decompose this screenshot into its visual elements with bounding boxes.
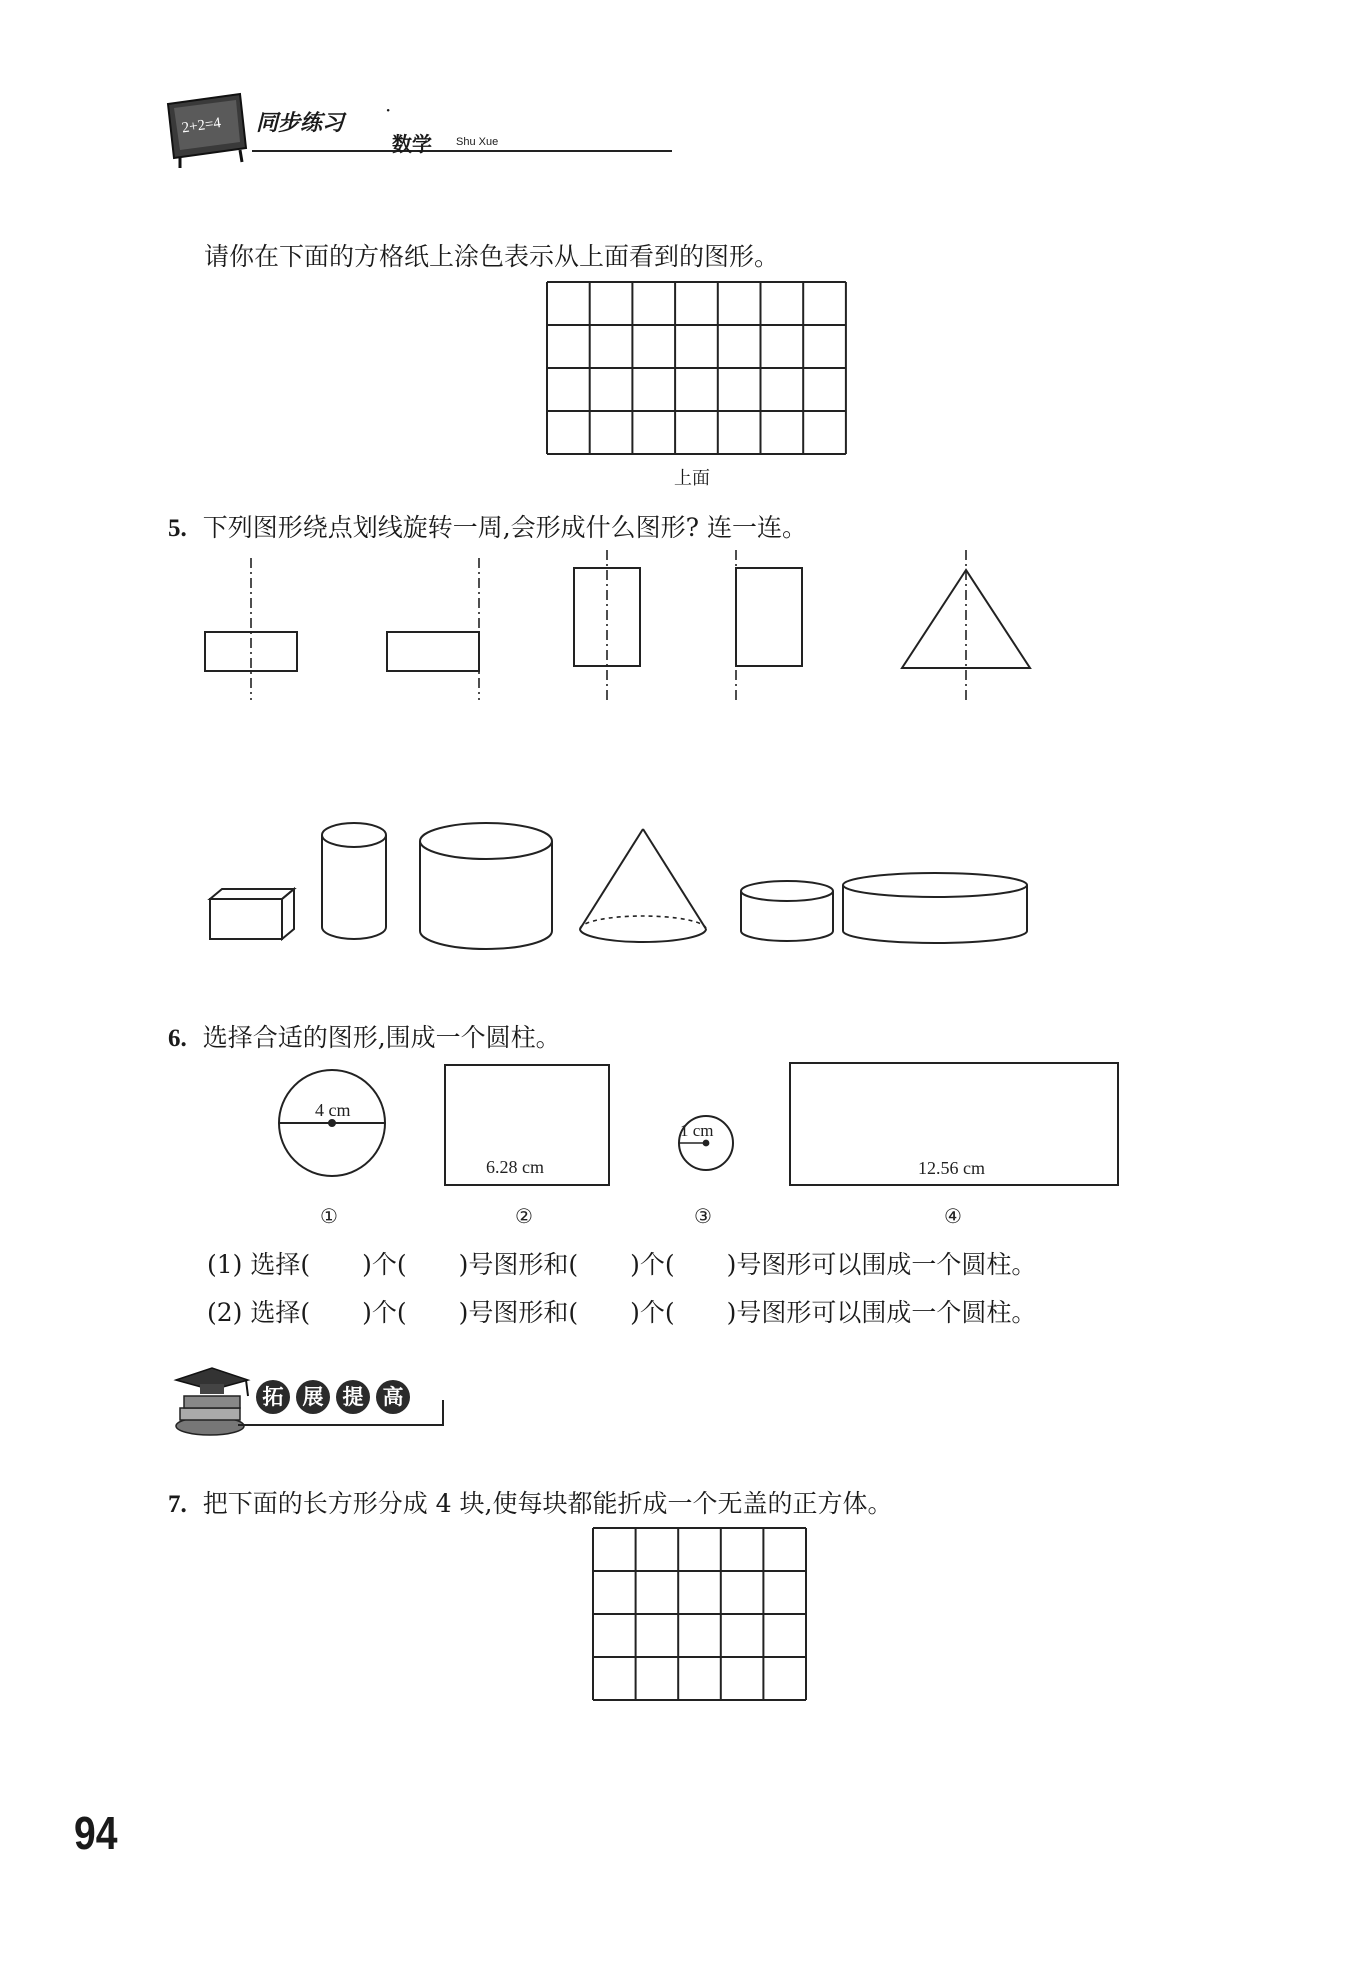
q6-figures [270, 1055, 1130, 1235]
plane-rect-2[interactable] [387, 632, 479, 671]
q7-grid[interactable] [591, 1526, 809, 1704]
section-char-4: 高 [376, 1380, 410, 1414]
solid-cylinder-wide[interactable] [420, 823, 552, 949]
section-title [256, 1380, 416, 1414]
q6-l2-seg4: )个( [630, 1298, 675, 1327]
q6-l1-seg4: )个( [630, 1250, 675, 1279]
solid-cylinder-tall[interactable] [322, 823, 386, 939]
q6-prompt [168, 1018, 561, 1054]
section-char-2: 展 [296, 1380, 330, 1414]
q6-l2-seg5: )号图形可以围成一个圆柱。 [726, 1298, 1037, 1327]
q7-number: 7. [168, 1491, 187, 1518]
q7-text: 把下面的长方形分成 4 块,使每块都能折成一个无盖的正方体。 [202, 1489, 893, 1518]
q6-l2-seg2: )个( [362, 1298, 407, 1327]
q6-fill-line-1 [207, 1245, 1036, 1281]
q5-prompt [168, 508, 807, 544]
fig2-width-label: 6.28 cm [486, 1157, 544, 1177]
q6-l1-seg2: )个( [362, 1250, 407, 1279]
section-underline-end [442, 1400, 444, 1426]
marker-2: ② [515, 1206, 533, 1228]
grid-top-label: 上面 [674, 468, 710, 489]
dot-separator: · [385, 98, 392, 122]
section-extension-header [168, 1360, 448, 1440]
plane-rect-4[interactable] [736, 568, 802, 666]
q6-number: 6. [168, 1025, 187, 1052]
marker-1: ① [320, 1206, 338, 1228]
page-number: 94 [74, 1807, 118, 1859]
header [160, 90, 520, 170]
subject-label: 数学 [392, 132, 432, 156]
q4-instruction: 请你在下面的方格纸上涂色表示从上面看到的图形。 [204, 242, 780, 271]
figure-1-circle[interactable] [279, 1070, 385, 1176]
q6-l2-seg3: )号图形和( [458, 1298, 579, 1327]
fig4-width-label: 12.56 cm [918, 1158, 985, 1178]
marker-3: ③ [694, 1206, 712, 1228]
section-char-1: 拓 [256, 1380, 290, 1414]
fig1-diameter-label: 4 cm [315, 1100, 351, 1120]
header-underline [252, 150, 672, 152]
solid-cylinder-short[interactable] [741, 881, 833, 941]
books-graduation-cap-icon [168, 1360, 258, 1440]
q4-grid[interactable] [545, 280, 850, 458]
q6-l1-seg5: )号图形可以围成一个圆柱。 [726, 1250, 1037, 1279]
q6-l2-seg1: (2) 选择( [207, 1298, 311, 1327]
q5-text: 下列图形绕点划线旋转一周,会形成什么图形? 连一连。 [202, 513, 808, 542]
series-title: 同步练习 [256, 111, 345, 136]
q5-plane-figures [180, 540, 1060, 710]
subject-pinyin: Shu Xue [456, 136, 499, 148]
section-underline [238, 1424, 444, 1426]
marker-4: ④ [944, 1206, 962, 1228]
q7-prompt [168, 1484, 892, 1520]
q6-fill-line-2 [207, 1293, 1036, 1329]
board-text: 2+2=4 [180, 115, 223, 137]
solid-cone[interactable] [580, 829, 706, 942]
q6-l1-seg3: )号图形和( [458, 1250, 579, 1279]
solid-cylinder-flat[interactable] [843, 873, 1027, 943]
q5-solid-figures [200, 815, 1060, 955]
chalkboard-icon [160, 90, 252, 170]
q6-text: 选择合适的图形,围成一个圆柱。 [202, 1023, 561, 1052]
q5-number: 5. [168, 515, 187, 542]
fig3-radius-label: 1 cm [680, 1121, 714, 1140]
q6-l1-seg1: (1) 选择( [207, 1250, 311, 1279]
section-char-3: 提 [336, 1380, 370, 1414]
solid-cuboid[interactable] [210, 889, 294, 939]
